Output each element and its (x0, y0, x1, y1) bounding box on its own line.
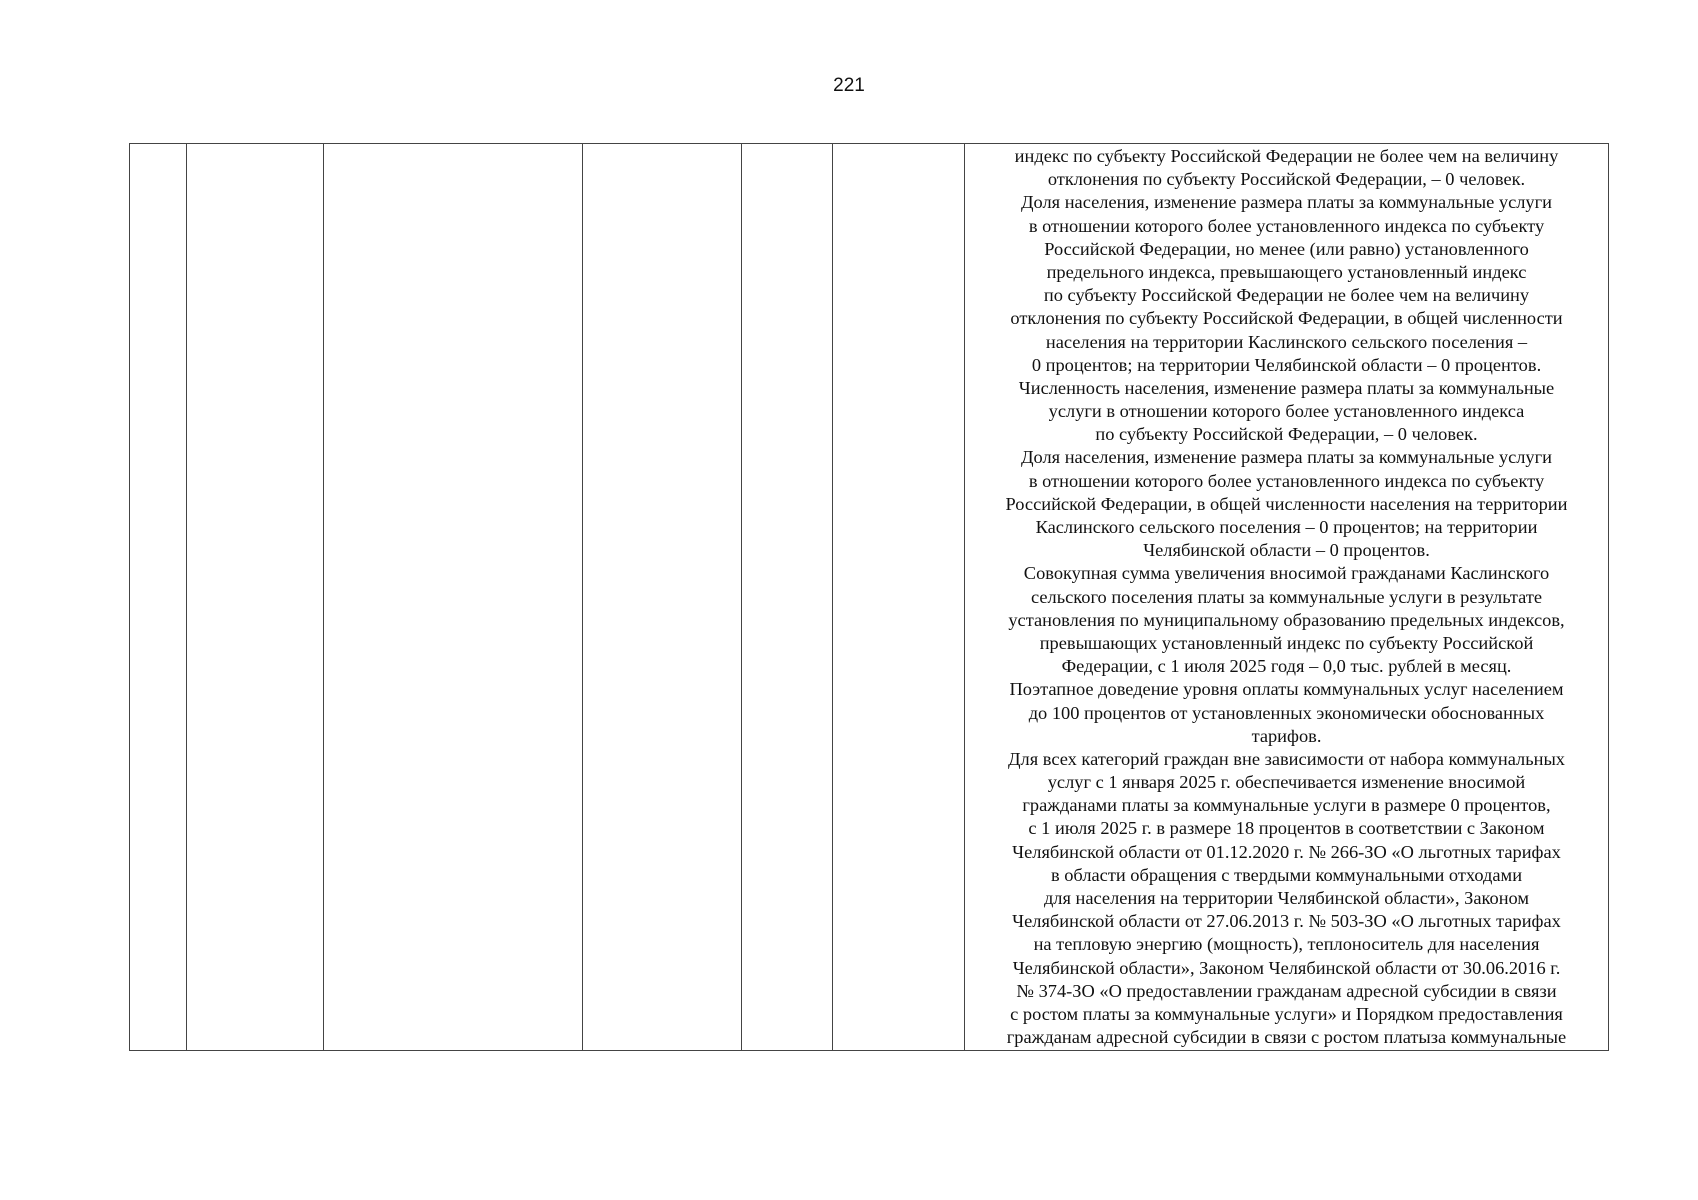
text-line: № 374-ЗО «О предоставлении гражданам адресной субсидии в связи (1016, 980, 1557, 1001)
text-line: в области обращения с твердыми коммунальными отходами (1050, 864, 1523, 885)
text-line: гражданами платы за коммунальные услуги в размере 0 процентов, (1022, 795, 1551, 816)
text-line: в отношении которого более установленного индекса по субъекту (1028, 470, 1545, 491)
text-line: по субъекту Российской Федерации, – 0 человек. (1095, 424, 1478, 445)
text-line: тарифов. (1251, 725, 1322, 746)
text-line: индекс по субъекту Российской Федерации не более чем на величину (1014, 146, 1559, 166)
text-line: Доля населения, изменение размера платы за коммунальные услуги (1020, 447, 1553, 468)
text-line: Численность населения, изменение размера платы за коммунальные (1018, 377, 1555, 398)
text-line: сельского поселения платы за коммунальные услуги в результате (1030, 586, 1543, 607)
text-line: по субъекту Российской Федерации не более чем на величину (1043, 285, 1530, 306)
text-line: отклонения по субъекту Российской Федерации, – 0 человек. (1047, 169, 1526, 190)
text-line: превышающих установленный индекс по субъекту Российской (1039, 632, 1534, 653)
text-line: до 100 процентов от установленных экономически обоснованных (1028, 702, 1545, 723)
text-line: Доля населения, изменение размера платы за коммунальные услуги (1020, 192, 1553, 213)
text-line: Челябинской области от 27.06.2013 г. № 503-ЗО «О льготных тарифах (1012, 911, 1561, 932)
description-text (965, 144, 1608, 1049)
table-cell-col-6 (833, 144, 965, 1051)
table-cell-description (965, 144, 1609, 1051)
table-cell-col-4 (583, 144, 742, 1051)
text-line: услуги в отношении которого более установленного индекса (1048, 401, 1525, 422)
text-line: 0 процентов; на территории Челябинской области – 0 процентов. (1031, 354, 1542, 375)
text-line: Российской Федерации, но менее (или равно) установленного (1044, 238, 1529, 259)
text-line: Федерации, с 1 июля 2025 годя – 0,0 тыс. рублей в месяц. (1061, 656, 1512, 677)
document-table (129, 143, 1609, 1051)
table-row (130, 144, 1609, 1051)
text-line: Для всех категорий граждан вне зависимости от набора коммунальных (1007, 748, 1566, 769)
text-line: предельного индекса, превышающего установленный индекс (1046, 261, 1527, 282)
text-line: Совокупная сумма увеличения вносимой гражданами Каслинского (1023, 563, 1550, 584)
text-line: Поэтапное доведение уровня оплаты коммунальных услуг населением (1009, 679, 1564, 700)
table-cell-col-3 (324, 144, 583, 1051)
text-line: установления по муниципальному образованию предельных индексов, (1008, 609, 1565, 630)
text-line: на тепловую энергию (мощность), теплоноситель для населения (1033, 934, 1540, 955)
text-line: гражданам адресной субсидии в связи с ростом платыза коммунальные (1006, 1027, 1567, 1048)
text-line: Каслинского сельского поселения – 0 процентов; на территории (1035, 517, 1538, 537)
table-cell-col-2 (187, 144, 324, 1051)
text-line: Челябинской области», Законом Челябинской области от 30.06.2016 г. (1012, 957, 1561, 978)
text-line: услуг с 1 января 2025 г. обеспечивается изменение вносимой (1047, 772, 1526, 793)
text-line: для населения на территории Челябинской области», Законом (1043, 888, 1530, 908)
page-number: 221 (833, 75, 865, 96)
text-line: отклонения по субъекту Российской Федерации, в общей численности (1010, 308, 1563, 329)
text-line: с 1 июля 2025 г. в размере 18 процентов в соответствии с Законом (1028, 818, 1545, 839)
table-cell-col-1 (130, 144, 187, 1051)
text-line: населения на территории Каслинского сельского поселения – (1045, 331, 1528, 352)
text-line: с ростом платы за коммунальные услуги» и Порядком предоставления (1010, 1003, 1563, 1024)
text-line: в отношении которого более установленного индекса по субъекту (1028, 215, 1545, 236)
table-cell-col-5 (742, 144, 833, 1051)
text-line: Российской Федерации, в общей численности населения на территории (1005, 493, 1568, 514)
text-line: Челябинской области от 01.12.2020 г. № 266-ЗО «О льготных тарифах (1012, 841, 1561, 862)
text-line: Челябинской области – 0 процентов. (1143, 540, 1430, 561)
